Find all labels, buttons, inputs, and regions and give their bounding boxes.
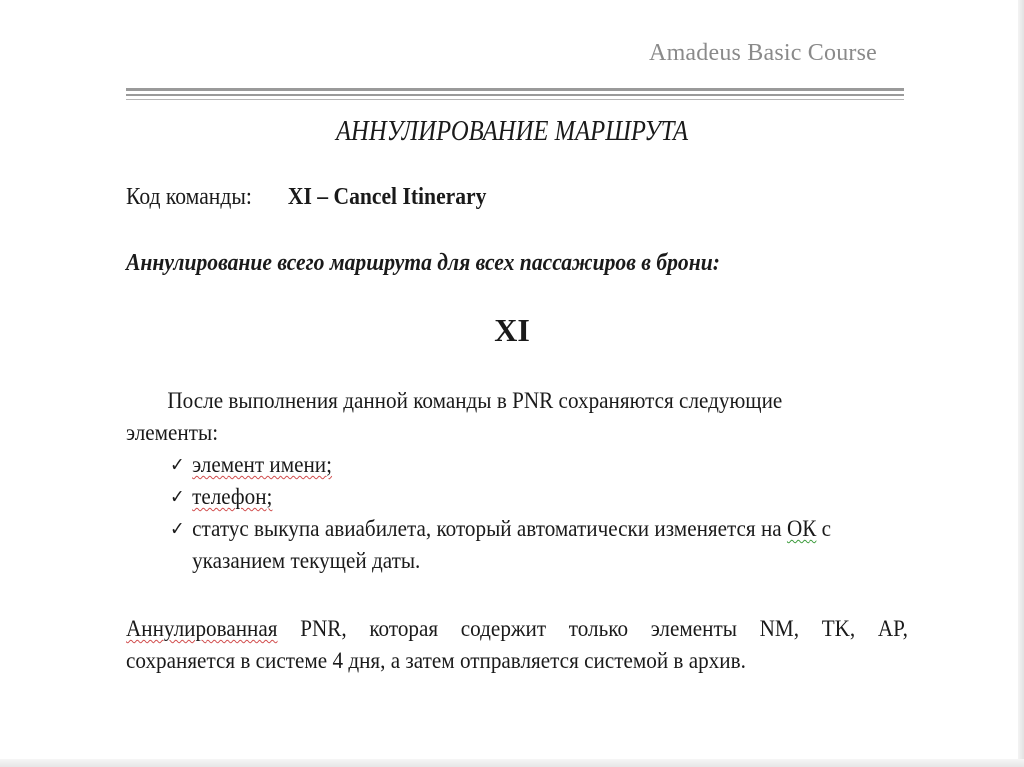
list-item	[170, 449, 831, 481]
paragraph-line: После выполнения данной команды в PNR сохраняются следующие	[167, 388, 783, 413]
header-rule	[126, 99, 904, 100]
status-ok-text: ОК	[786, 516, 817, 541]
header-rule	[126, 88, 904, 91]
section-subheading: Аннулирование всего маршрута для всех пассажиров в брони:	[126, 250, 720, 276]
command-example: XI	[494, 312, 530, 348]
word: PNR,	[300, 616, 347, 641]
paragraph-line	[126, 613, 908, 645]
header-rule	[126, 94, 904, 96]
archive-paragraph	[126, 613, 908, 677]
word: только	[568, 616, 629, 641]
word: Аннулированная	[126, 616, 278, 641]
paragraph-line: элементы:	[126, 420, 219, 445]
list-item-text: с	[816, 516, 832, 541]
list-item-text: телефон;	[192, 484, 273, 509]
word: AP,	[877, 616, 908, 641]
word: TK,	[821, 616, 856, 641]
word: которая	[369, 616, 439, 641]
list-item	[170, 481, 831, 513]
command-code-label: Код команды:	[126, 184, 252, 210]
word: содержит	[460, 616, 547, 641]
description-paragraph	[126, 385, 782, 449]
list-item-text: элемент имени;	[192, 452, 333, 477]
list-item	[170, 513, 831, 545]
command-code-line	[126, 184, 486, 211]
list-item-text: статус выкупа авиабилета, который автоматически изменяется на	[192, 516, 787, 541]
page-edge-shadow-right	[1018, 0, 1024, 767]
course-header: Amadeus Basic Course	[649, 40, 877, 66]
word: элементы	[650, 616, 737, 641]
command-code-value: XI – Cancel Itinerary	[287, 184, 487, 210]
page-edge-shadow-bottom	[0, 759, 1024, 767]
word: NM,	[759, 616, 800, 641]
list-item-continuation: указанием текущей даты.	[192, 548, 421, 573]
checkmark-icon: ✓	[170, 454, 185, 476]
checkmark-icon: ✓	[170, 486, 185, 508]
paragraph-line: сохраняется в системе 4 дня, а затем отправляется системой в архив.	[126, 648, 746, 673]
checkmark-icon: ✓	[170, 518, 185, 540]
page-title: АННУЛИРОВАНИЕ МАРШРУТА	[336, 116, 688, 147]
retained-elements-list	[170, 449, 831, 577]
